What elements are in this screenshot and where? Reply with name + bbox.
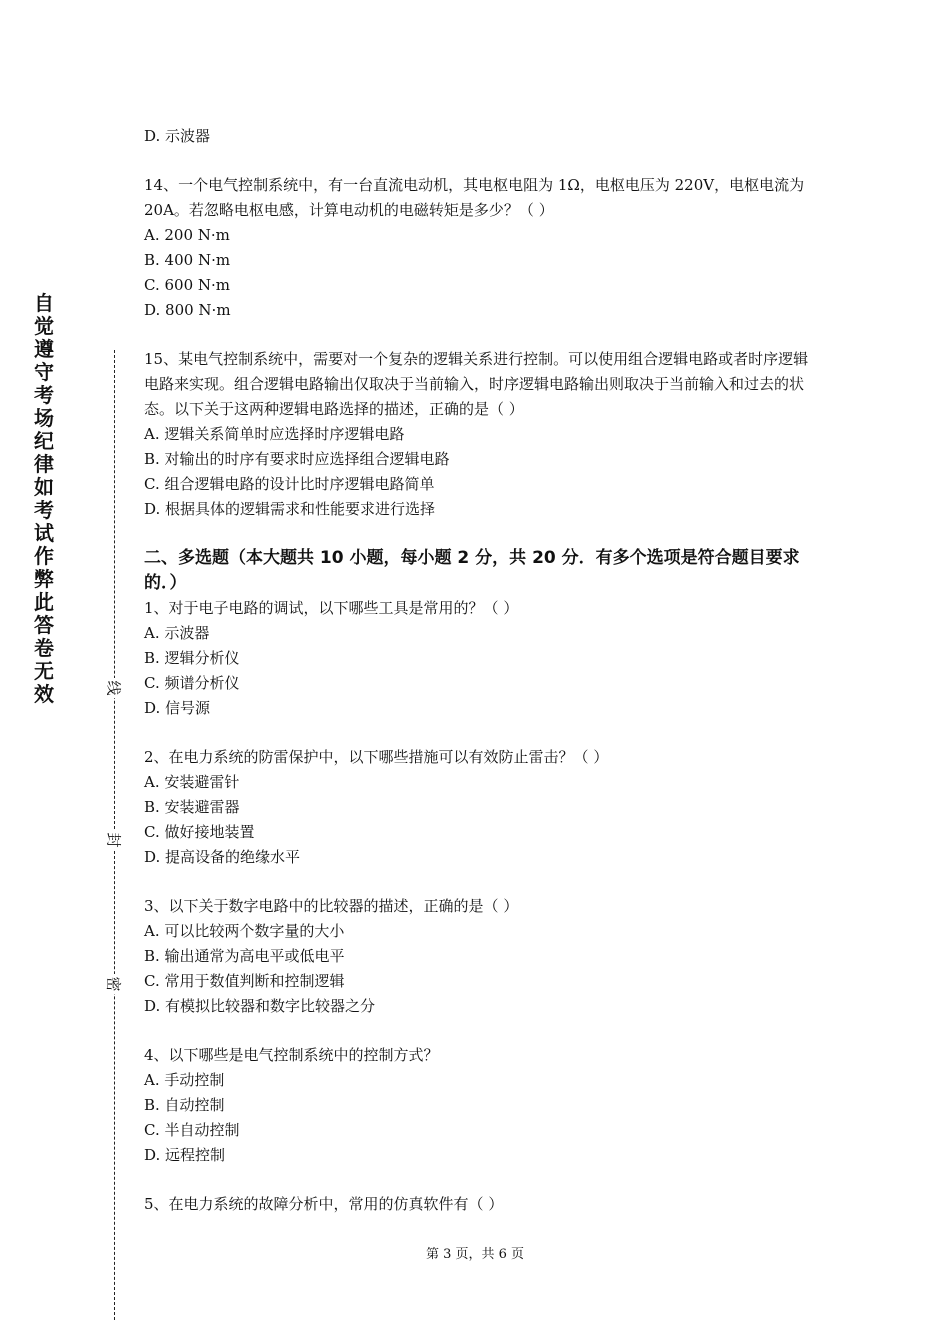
option-d: D. 根据具体的逻辑需求和性能要求进行选择	[144, 500, 436, 518]
option-b: B. 逻辑分析仪	[144, 649, 240, 667]
binding-mark-seal: 封	[104, 830, 124, 850]
option-d: D. 信号源	[144, 699, 211, 717]
binding-mark-secret: 密	[104, 974, 124, 994]
question-text: 14、一个电气控制系统中，有一台直流电动机，其电枢电阻为 1Ω，电枢电压为 220V，电枢电流为 20A。若忽略电枢电感，计算电动机的电磁转矩是多少？（ ）	[144, 176, 805, 219]
option-a: A. 逻辑关系简单时应选择时序逻辑电路	[144, 425, 405, 443]
question-text: 3、以下关于数字电路中的比较器的描述，正确的是（ ）	[144, 897, 519, 915]
option-d: D. 提高设备的绝缘水平	[144, 848, 301, 866]
question-content	[144, 124, 814, 1241]
option-c: C. 半自动控制	[144, 1121, 240, 1139]
option-b: B. 400 N·m	[144, 251, 231, 269]
multi-question-5	[144, 1192, 814, 1217]
option-c: C. 组合逻辑电路的设计比时序逻辑电路简单	[144, 475, 435, 493]
question-text: 15、某电气控制系统中，需要对一个复杂的逻辑关系进行控制。可以使用组合逻辑电路或者时序逻辑电路来实现。组合逻辑电路输出仅取决于当前输入，时序逻辑电路输出则取决于当前输入和过去的状态。以下关于这两种逻辑电路选择的描述，正确的是（ ）	[144, 350, 809, 418]
option-a: A. 可以比较两个数字量的大小	[144, 922, 345, 940]
option-b: B. 输出通常为高电平或低电平	[144, 947, 345, 965]
exam-discipline-notice: 自觉遵守考场纪律如考试作弊此答卷无效	[34, 291, 54, 706]
option-a: A. 200 N·m	[144, 226, 230, 244]
section-multi-choice	[144, 546, 814, 1217]
prev-question-tail	[144, 124, 814, 149]
option: D. 示波器	[144, 127, 211, 145]
question-15	[144, 347, 814, 522]
option-b: B. 对输出的时序有要求时应选择组合逻辑电路	[144, 450, 450, 468]
multi-question-2	[144, 745, 814, 870]
multi-question-3	[144, 894, 814, 1019]
option-d: D. 有模拟比较器和数字比较器之分	[144, 997, 376, 1015]
option-a: A. 手动控制	[144, 1071, 225, 1089]
multi-question-4	[144, 1043, 814, 1168]
question-14	[144, 173, 814, 323]
option-a: A. 安装避雷针	[144, 773, 240, 791]
option-c: C. 常用于数值判断和控制逻辑	[144, 972, 345, 990]
question-text: 1、对于电子电路的调试，以下哪些工具是常用的？（ ）	[144, 599, 519, 617]
option-d: D. 800 N·m	[144, 301, 231, 319]
option-b: B. 安装避雷器	[144, 798, 240, 816]
option-c: C. 做好接地装置	[144, 823, 255, 841]
option-d: D. 远程控制	[144, 1146, 226, 1164]
page-number: 第 3 页，共 6 页	[425, 1247, 525, 1262]
binding-mark-line: 线	[104, 678, 124, 698]
question-text: 2、在电力系统的防雷保护中，以下哪些措施可以有效防止雷击？（ ）	[144, 748, 609, 766]
option-b: B. 自动控制	[144, 1096, 225, 1114]
question-text: 4、以下哪些是电气控制系统中的控制方式？	[144, 1046, 439, 1064]
option-a: A. 示波器	[144, 624, 210, 642]
question-text: 5、在电力系统的故障分析中，常用的仿真软件有（ ）	[144, 1195, 504, 1213]
section-title: 二、多选题（本大题共 10 小题，每小题 2 分，共 20 分．有多个选项是符合题目要求的．）	[144, 548, 800, 593]
multi-question-1	[144, 596, 814, 721]
option-c: C. 600 N·m	[144, 276, 230, 294]
option-c: C. 频谱分析仪	[144, 674, 240, 692]
